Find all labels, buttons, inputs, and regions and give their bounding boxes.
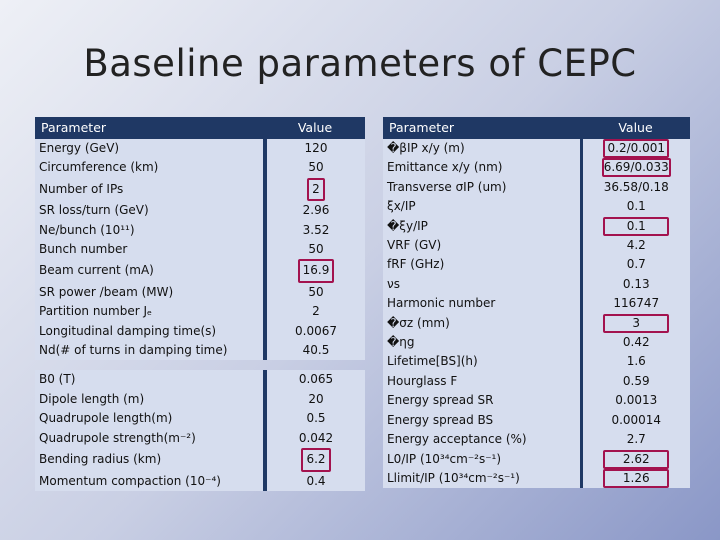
right-param-value: 1.6: [626, 354, 646, 369]
right-param-value-cell: [581, 333, 690, 352]
left-param-value: 0.0067: [295, 323, 337, 338]
right-param-name: Lifetime[BS](h): [383, 352, 581, 371]
right-param-value: 2.7: [626, 432, 646, 447]
right-param-value-cell: [581, 139, 690, 158]
left-param-value: 6.2: [301, 448, 330, 471]
left-value-header: Value: [265, 117, 365, 139]
right-param-value-cell: [581, 294, 690, 313]
right-row: [383, 139, 690, 158]
left-param-name: Quadrupole strength(m⁻²): [35, 429, 265, 448]
right-param-value: 6.69/0.033: [602, 158, 671, 177]
right-param-header: Parameter: [383, 117, 581, 139]
right-param-name: Harmonic number: [383, 294, 581, 313]
left-param-value: 0.4: [306, 473, 326, 488]
left-param-name: Beam current (mA): [35, 259, 265, 282]
right-param-value-cell: [581, 391, 690, 410]
left-row: [35, 201, 365, 220]
left-param-header: Parameter: [35, 117, 265, 139]
right-param-value: 36.58/0.18: [603, 179, 669, 194]
right-param-value-cell: [581, 275, 690, 294]
left-param-value-cell: [265, 302, 365, 321]
right-param-name: Energy spread BS: [383, 411, 581, 430]
right-row: [383, 450, 690, 469]
left-param-value: 50: [308, 284, 324, 299]
right-param-value: 116747: [613, 296, 660, 311]
right-param-value-cell: [581, 372, 690, 391]
left-row: [35, 370, 365, 389]
left-row: [35, 390, 365, 409]
right-param-value: 2.62: [603, 450, 669, 469]
right-param-name: Hourglass F: [383, 372, 581, 391]
left-param-value: 50: [308, 242, 324, 257]
left-rows-1: [35, 139, 365, 360]
right-param-value-cell: [581, 450, 690, 469]
left-row: [35, 409, 365, 428]
left-param-value: 2: [312, 304, 320, 319]
left-param-value-cell: [265, 221, 365, 240]
left-param-name: Bunch number: [35, 240, 265, 259]
left-row: [35, 178, 365, 201]
right-row: [383, 236, 690, 255]
right-param-value: 4.2: [626, 238, 646, 253]
left-row: [35, 139, 365, 158]
left-param-value: 40.5: [302, 343, 330, 358]
right-row: [383, 217, 690, 236]
left-param-name: Dipole length (m): [35, 390, 265, 409]
left-param-name: Bending radius (km): [35, 448, 265, 471]
right-row: [383, 314, 690, 333]
right-row: [383, 197, 690, 216]
right-row: [383, 372, 690, 391]
right-row: [383, 352, 690, 371]
right-param-name: Transverse σIP (um): [383, 178, 581, 197]
right-row: [383, 294, 690, 313]
left-param-value: 0.065: [298, 372, 334, 387]
right-row: [383, 469, 690, 488]
right-param-name: �ηg: [383, 333, 581, 352]
right-value-header: Value: [581, 117, 690, 139]
right-param-value-cell: [581, 178, 690, 197]
right-param-value-cell: [581, 411, 690, 430]
left-param-value-cell: [265, 322, 365, 341]
left-param-value-cell: [265, 390, 365, 409]
right-param-name: Emittance x/y (nm): [383, 158, 581, 177]
right-row: [383, 430, 690, 449]
right-param-value-cell: [581, 469, 690, 488]
right-param-value: 0.1: [626, 199, 646, 214]
left-rows-2: [35, 370, 365, 490]
right-param-value: 0.59: [622, 373, 650, 388]
right-param-name: �ξy/IP: [383, 217, 581, 236]
right-param-name: Energy spread SR: [383, 391, 581, 410]
right-param-value-cell: [581, 236, 690, 255]
left-param-name: SR power /beam (MW): [35, 283, 265, 302]
right-param-name: fRF (GHz): [383, 255, 581, 274]
left-param-name: Number of IPs: [35, 178, 265, 201]
left-param-name: Partition number Jₑ: [35, 302, 265, 321]
left-row: [35, 158, 365, 177]
left-row: [35, 221, 365, 240]
left-param-value-cell: [265, 178, 365, 201]
left-param-value-cell: [265, 259, 365, 282]
right-param-value-cell: [581, 430, 690, 449]
left-param-value-cell: [265, 429, 365, 448]
left-param-value-cell: [265, 201, 365, 220]
left-row: [35, 448, 365, 471]
right-param-value: 0.0013: [615, 393, 658, 408]
right-param-value: 3: [603, 314, 669, 333]
right-param-name: ξx/IP: [383, 197, 581, 216]
left-param-value-cell: [265, 409, 365, 428]
right-param-name: VRF (GV): [383, 236, 581, 255]
right-param-value: 0.13: [622, 276, 650, 291]
right-param-value-cell: [581, 352, 690, 371]
left-param-name: Quadrupole length(m): [35, 409, 265, 428]
left-row: [35, 283, 365, 302]
right-param-name: νs: [383, 275, 581, 294]
left-param-value-cell: [265, 158, 365, 177]
left-param-value-cell: [265, 448, 365, 471]
left-row: [35, 472, 365, 491]
right-row: [383, 255, 690, 274]
right-param-value: 0.00014: [611, 412, 662, 427]
left-row: [35, 240, 365, 259]
right-param-value: 0.7: [626, 257, 646, 272]
right-param-name: Energy acceptance (%): [383, 430, 581, 449]
left-param-value-cell: [265, 341, 365, 360]
left-param-name: Nd(# of turns in damping time): [35, 341, 265, 360]
left-param-value-cell: [265, 472, 365, 491]
left-param-value-cell: [265, 240, 365, 259]
right-row: [383, 411, 690, 430]
right-row: [383, 275, 690, 294]
right-row: [383, 158, 690, 177]
right-row: [383, 391, 690, 410]
right-param-value-cell: [581, 197, 690, 216]
page-title: Baseline parameters of CEPC: [83, 42, 637, 85]
left-param-name: Momentum compaction (10⁻⁴): [35, 472, 265, 491]
left-param-value: 3.52: [302, 222, 330, 237]
left-param-value: 0.5: [306, 411, 326, 426]
right-param-value-cell: [581, 158, 690, 177]
right-row: [383, 333, 690, 352]
right-param-name: Llimit/IP (10³⁴cm⁻²s⁻¹): [383, 469, 581, 488]
right-param-value: 0.2/0.001: [603, 139, 669, 158]
left-parameter-table: [35, 117, 365, 491]
left-param-value: 0.042: [298, 430, 334, 445]
left-row: [35, 429, 365, 448]
left-param-value: 16.9: [298, 259, 335, 282]
right-param-value-cell: [581, 314, 690, 333]
right-param-value-cell: [581, 217, 690, 236]
right-parameter-table: [383, 117, 690, 488]
left-param-name: Ne/bunch (10¹¹): [35, 221, 265, 240]
right-param-name: �βIP x/y (m): [383, 139, 581, 158]
left-param-name: SR loss/turn (GeV): [35, 201, 265, 220]
left-param-value: 2.96: [302, 203, 330, 218]
right-param-value: 1.26: [603, 469, 669, 488]
left-param-value: 120: [304, 141, 328, 155]
left-param-value-cell: [265, 139, 365, 158]
right-param-value: 0.42: [622, 335, 650, 350]
left-row: [35, 259, 365, 282]
left-param-value: 50: [308, 160, 324, 175]
left-param-value-cell: [265, 370, 365, 389]
left-param-name: Circumference (km): [35, 158, 265, 177]
right-rows: [383, 139, 690, 488]
left-param-value: 20: [308, 391, 324, 406]
left-param-value-cell: [265, 283, 365, 302]
right-param-name: �σz (mm): [383, 314, 581, 333]
left-row: [35, 322, 365, 341]
right-row: [383, 178, 690, 197]
left-row: [35, 341, 365, 360]
right-param-name: L0/IP (10³⁴cm⁻²s⁻¹): [383, 450, 581, 469]
left-param-value: 2: [307, 178, 325, 201]
right-param-value: 0.1: [603, 217, 669, 236]
left-separator: [35, 360, 365, 370]
left-param-name: B0 (T): [35, 370, 265, 389]
left-param-name: Energy (GeV): [35, 139, 265, 158]
left-param-name: Longitudinal damping time(s): [35, 322, 265, 341]
right-param-value-cell: [581, 255, 690, 274]
left-row: [35, 302, 365, 321]
